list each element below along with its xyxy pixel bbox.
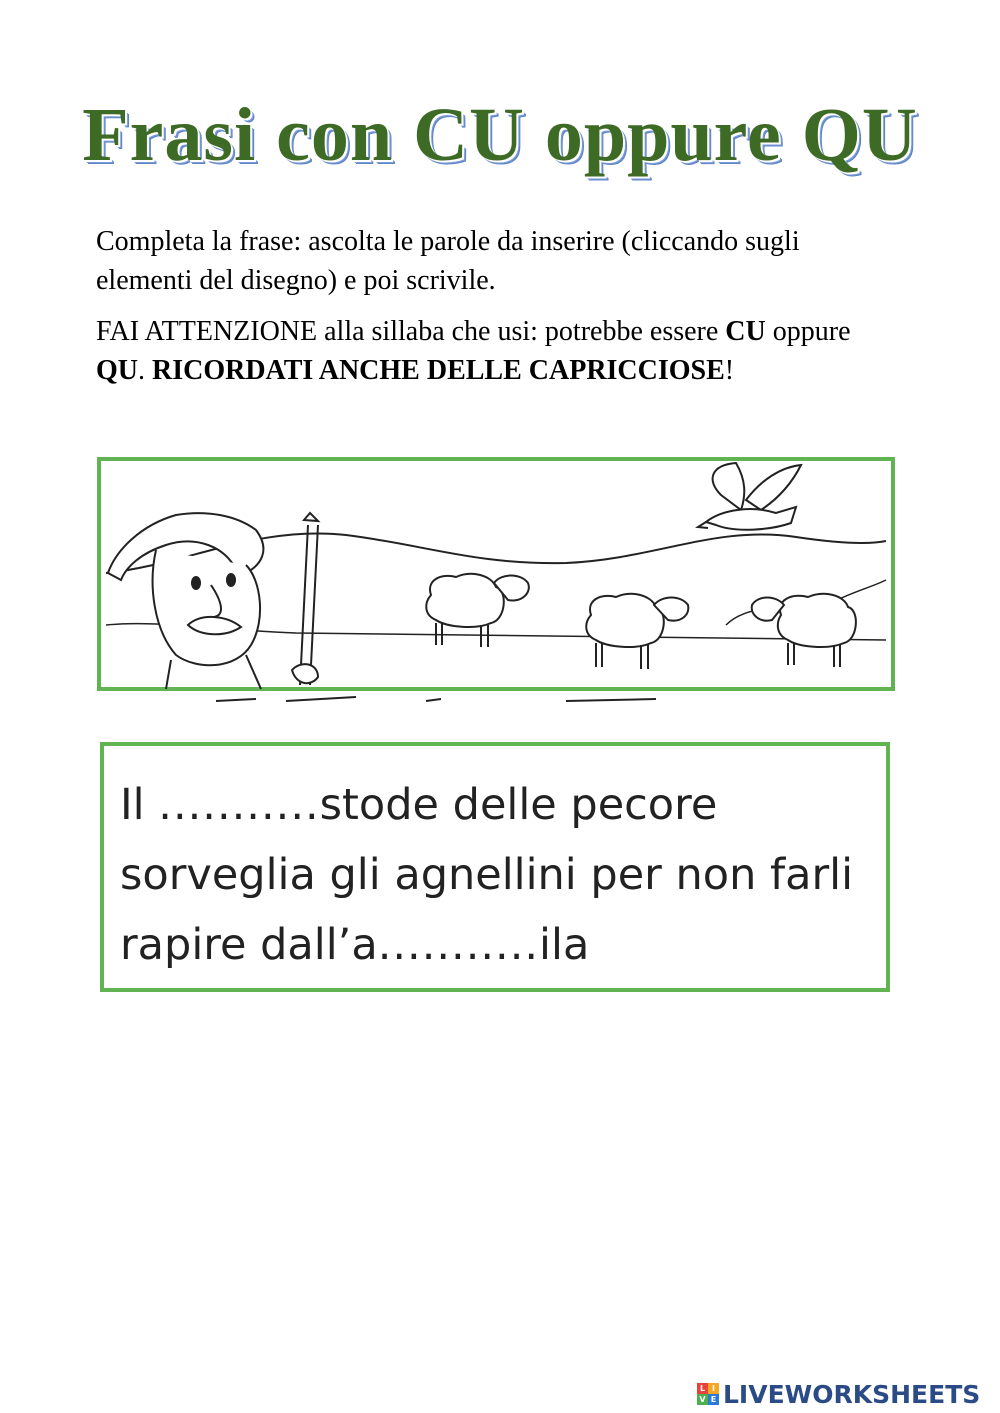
logo-letter-i: I (708, 1383, 719, 1394)
logo-letter-l: L (697, 1383, 708, 1394)
sheep-figure[interactable] (426, 574, 856, 669)
attention-text-pre: FAI ATTENZIONE alla sillaba che usi: potrebbe essere (96, 316, 726, 347)
attention-text (96, 312, 896, 390)
attention-text-mid: oppure (765, 316, 851, 347)
brand-footer (697, 1377, 980, 1411)
attention-text-end: ! (724, 355, 735, 386)
instruction-text: Completa la frase: ascolta le parole da inserire (cliccando sugli elementi del disegno) e poi scrivile. (96, 226, 800, 296)
answer-blank-2[interactable]: ........... (377, 920, 540, 970)
attention-text-dot: . (138, 355, 152, 386)
illustration-svg (96, 455, 904, 705)
illustration-panel (96, 455, 904, 705)
sentence-part-1: Il (120, 780, 159, 830)
sentence-part-3: ila (539, 920, 590, 970)
answer-blank-1[interactable]: ........... (158, 780, 320, 830)
eagle-figure[interactable] (698, 463, 801, 530)
sentence-text (120, 770, 880, 980)
reminder-text: RICORDATI ANCHE DELLE CAPRICCIOSE (152, 355, 725, 386)
logo-letter-e: E (708, 1394, 719, 1405)
syllable-qu: QU (96, 355, 138, 386)
worksheet-title: Frasi con CU oppure QU (82, 93, 918, 177)
brand-name: LIVEWORKSHEETS (723, 1379, 981, 1409)
sentence-box (100, 742, 890, 992)
brand-logo-icon (697, 1383, 719, 1405)
sentence-part-2: stode delle pecore sorveglia gli agnellini per non farli rapire dall’a (120, 780, 854, 970)
logo-letter-v: V (697, 1394, 708, 1405)
sketch-marks (216, 697, 656, 701)
shepherd-figure[interactable] (108, 513, 318, 689)
syllable-cu: CU (725, 316, 766, 347)
